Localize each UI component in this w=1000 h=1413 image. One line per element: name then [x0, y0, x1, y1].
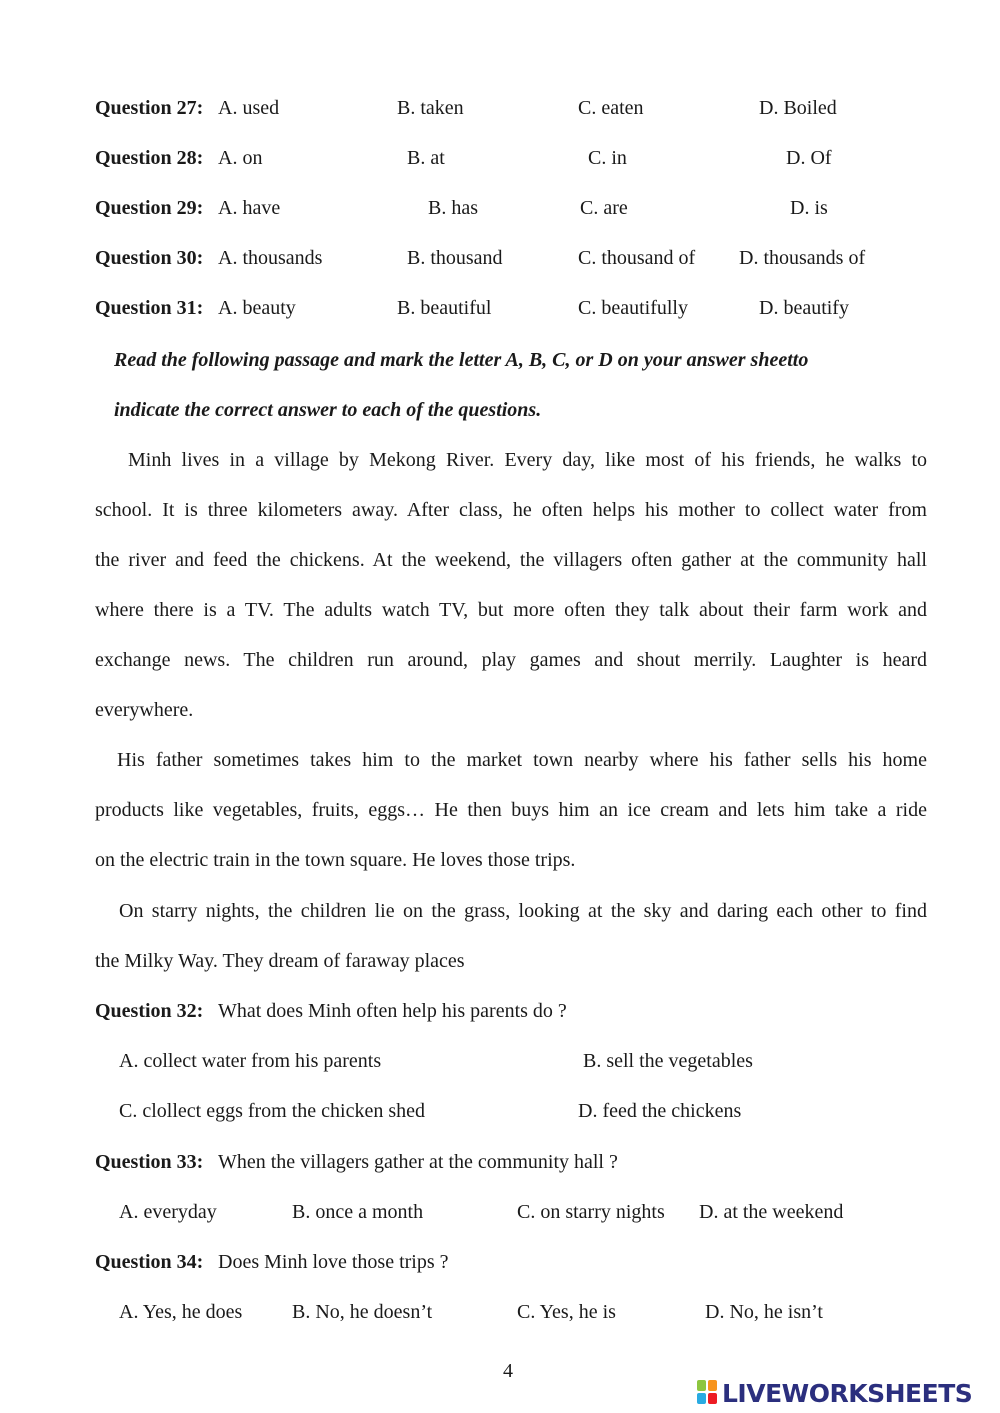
option-b: B. at — [407, 147, 445, 169]
option-d: D. beautify — [759, 297, 849, 319]
option-c: C. on starry nights — [517, 1201, 665, 1223]
option-d: D. No, he isn’t — [705, 1301, 823, 1323]
passage-line: exchange news. The children run around, play games and shout merrily. Laughter is heard — [95, 649, 927, 671]
passage-line: On starry nights, the children lie on the grass, looking at the sky and daring each other to find — [119, 900, 927, 922]
option-a: A. thousands — [218, 247, 323, 269]
option-a: A. have — [218, 197, 281, 219]
option-a: A. on — [218, 147, 263, 169]
question-label: Question 30: — [95, 247, 204, 269]
option-b: B. beautiful — [397, 297, 492, 319]
option-a: A. used — [218, 97, 280, 119]
question-label: Question 32: — [95, 1000, 204, 1022]
option-b: B. thousand — [407, 247, 503, 269]
option-c: C. Yes, he is — [517, 1301, 616, 1323]
liveworksheets-logo — [697, 1378, 972, 1408]
option-b: B. has — [428, 197, 478, 219]
option-b: B. once a month — [292, 1201, 424, 1223]
instruction-line-2: indicate the correct answer to each of the questions. — [114, 399, 542, 421]
question-text: What does Minh often help his parents do ? — [218, 1000, 567, 1022]
question-label: Question 27: — [95, 97, 204, 119]
question-label: Question 34: — [95, 1251, 204, 1273]
passage-line: products like vegetables, fruits, eggs… He then buys him an ice cream and lets him take a ride — [95, 799, 927, 821]
question-label: Question 28: — [95, 147, 204, 169]
page-number: 4 — [503, 1360, 513, 1382]
option-d: D. Boiled — [759, 97, 837, 119]
instruction-line-1: Read the following passage and mark the letter A, B, C, or D on your answer sheetto — [114, 349, 809, 371]
option-a: A. beauty — [218, 297, 296, 319]
option-d: D. thousands of — [739, 247, 866, 269]
question-text: Does Minh love those trips ? — [218, 1251, 449, 1273]
passage-line: Minh lives in a village by Mekong River. Every day, like most of his friends, he walks to — [128, 449, 927, 471]
passage-line: everywhere. — [95, 699, 194, 721]
option-c: C. eaten — [578, 97, 644, 119]
option-b: B. taken — [397, 97, 464, 119]
option-d: D. feed the chickens — [578, 1100, 742, 1122]
passage-line: His father sometimes takes him to the market town nearby where his father sells his home — [117, 749, 927, 771]
option-a: A. everyday — [119, 1201, 217, 1223]
passage-line: the river and feed the chickens. At the weekend, the villagers often gather at the community hall — [95, 549, 927, 571]
passage-line: school. It is three kilometers away. After class, he often helps his mother to collect water from — [95, 499, 927, 521]
option-c: C. are — [580, 197, 628, 219]
passage-line: where there is a TV. The adults watch TV, but more often they talk about their farm work and — [95, 599, 927, 621]
passage-line: on the electric train in the town square. He loves those trips. — [95, 849, 576, 871]
option-d: D. at the weekend — [699, 1201, 844, 1223]
option-c: C. clollect eggs from the chicken shed — [119, 1100, 426, 1122]
passage-line: the Milky Way. They dream of faraway places — [95, 950, 465, 972]
option-c: C. thousand of — [578, 247, 696, 269]
option-d: D. is — [790, 197, 828, 219]
option-b: B. No, he doesn’t — [292, 1301, 433, 1323]
question-text: When the villagers gather at the community hall ? — [218, 1151, 618, 1173]
question-label: Question 29: — [95, 197, 204, 219]
option-b: B. sell the vegetables — [583, 1050, 753, 1072]
option-a: A. Yes, he does — [119, 1301, 243, 1323]
question-label: Question 33: — [95, 1151, 204, 1173]
option-a: A. collect water from his parents — [119, 1050, 382, 1072]
liveworksheets-logo-icon — [697, 1380, 719, 1406]
brand-name: LIVEWORKSHEETS — [722, 1378, 973, 1408]
option-c: C. beautifully — [578, 297, 688, 319]
option-c: C. in — [588, 147, 627, 169]
question-label: Question 31: — [95, 297, 204, 319]
option-d: D. Of — [786, 147, 832, 169]
